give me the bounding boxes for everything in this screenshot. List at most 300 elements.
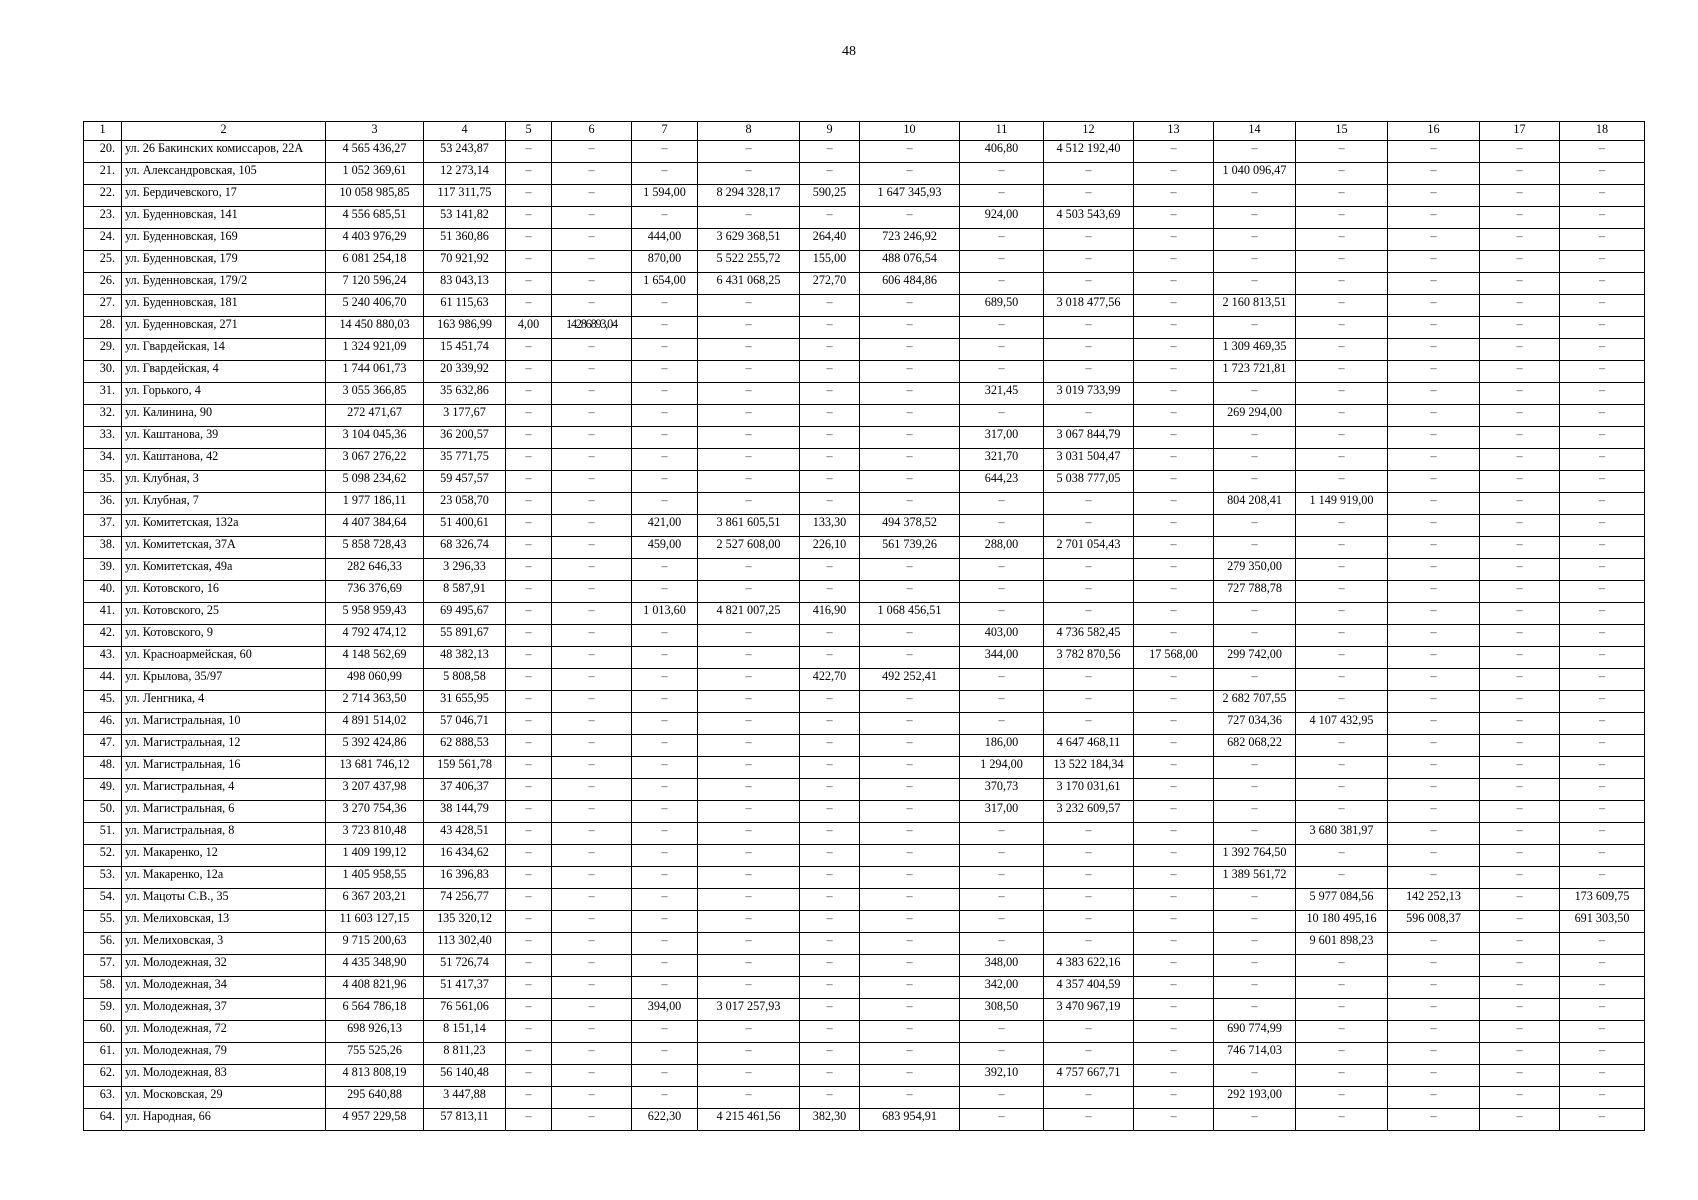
value-cell: – [1560,163,1645,185]
value-cell: – [698,933,800,955]
value-cell: – [800,427,860,449]
value-cell: 13 681 746,12 [326,757,424,779]
value-cell: – [1134,229,1214,251]
value-cell: 173 609,75 [1560,889,1645,911]
value-cell: – [1296,779,1388,801]
value-cell: – [800,1021,860,1043]
value-cell: – [1296,295,1388,317]
row-number: 24. [84,229,122,251]
value-cell: – [960,691,1044,713]
value-cell: 3 723 810,48 [326,823,424,845]
table-row [84,295,1645,317]
value-cell: – [1560,493,1645,515]
value-cell: – [1560,977,1645,999]
address-cell: ул. Каштанова, 42 [122,449,326,471]
value-cell: – [552,141,632,163]
value-cell: 10 058 985,85 [326,185,424,207]
value-cell: – [860,493,960,515]
value-cell: – [1480,427,1560,449]
value-cell: – [632,669,698,691]
value-cell: 682 068,22 [1214,735,1296,757]
value-cell: – [1134,383,1214,405]
value-cell: – [860,295,960,317]
value-cell: 9 601 898,23 [1296,933,1388,955]
value-cell: – [860,867,960,889]
value-cell: – [1560,801,1645,823]
value-cell: – [632,295,698,317]
value-cell: – [1134,339,1214,361]
value-cell: 7 120 596,24 [326,273,424,295]
address-cell: ул. Московская, 29 [122,1087,326,1109]
value-cell: 727 034,36 [1214,713,1296,735]
value-cell: 4 383 622,16 [1044,955,1134,977]
value-cell: 3 470 967,19 [1044,999,1134,1021]
value-cell: – [1134,493,1214,515]
value-cell: – [1134,295,1214,317]
row-number: 38. [84,537,122,559]
value-cell: 6 081 254,18 [326,251,424,273]
value-cell: – [1388,273,1480,295]
value-cell: 308,50 [960,999,1044,1021]
value-cell: – [960,1087,1044,1109]
value-cell: – [1560,515,1645,537]
row-number: 56. [84,933,122,955]
value-cell: – [1480,537,1560,559]
value-cell: – [698,757,800,779]
value-cell: – [1134,185,1214,207]
value-cell: – [960,163,1044,185]
value-cell: – [1388,955,1480,977]
value-cell: – [1134,603,1214,625]
value-cell: – [1388,1021,1480,1043]
value-cell: – [698,867,800,889]
table-row [84,537,1645,559]
value-cell: 4 891 514,02 [326,713,424,735]
value-cell: 4 107 432,95 [1296,713,1388,735]
table-body [84,122,1645,1131]
address-cell: ул. Крылова, 35/97 [122,669,326,691]
value-cell: 5 240 406,70 [326,295,424,317]
address-cell: ул. Мацоты С.В., 35 [122,889,326,911]
value-cell: – [1388,251,1480,273]
value-cell: – [1296,361,1388,383]
value-cell: – [860,1021,960,1043]
value-cell: – [1134,801,1214,823]
value-cell: – [1296,955,1388,977]
value-cell: – [1480,141,1560,163]
value-cell: – [1388,1043,1480,1065]
value-cell: 2 160 813,51 [1214,295,1296,317]
value-cell: – [552,537,632,559]
value-cell: – [1296,339,1388,361]
value-cell: – [1134,867,1214,889]
value-cell: – [1480,911,1560,933]
row-number: 25. [84,251,122,273]
value-cell: – [506,185,552,207]
value-cell: – [698,581,800,603]
value-cell: – [552,383,632,405]
value-cell: – [1214,317,1296,339]
value-cell: – [1388,537,1480,559]
column-number: 16 [1388,122,1480,141]
value-cell: – [632,691,698,713]
value-cell: – [552,405,632,427]
value-cell: – [1214,273,1296,295]
value-cell: – [698,317,800,339]
value-cell: 498 060,99 [326,669,424,691]
value-cell: – [1134,449,1214,471]
value-cell: 279 350,00 [1214,559,1296,581]
value-cell: – [1480,251,1560,273]
value-cell: 3 018 477,56 [1044,295,1134,317]
value-cell: – [698,801,800,823]
value-cell: 3 104 045,36 [326,427,424,449]
value-cell: – [506,713,552,735]
value-cell: – [552,427,632,449]
value-cell: – [698,911,800,933]
value-cell: – [1560,1043,1645,1065]
row-number: 32. [84,405,122,427]
value-cell: – [1296,273,1388,295]
value-cell: 15 451,74 [424,339,506,361]
value-cell: – [860,141,960,163]
value-cell: – [552,515,632,537]
value-cell: – [552,823,632,845]
value-cell: – [506,207,552,229]
value-cell: 1 409 199,12 [326,845,424,867]
value-cell: – [632,1065,698,1087]
value-cell: – [860,889,960,911]
value-cell: 295 640,88 [326,1087,424,1109]
row-number: 64. [84,1109,122,1131]
value-cell: – [1134,977,1214,999]
address-cell: ул. Клубная, 7 [122,493,326,515]
value-cell: – [860,713,960,735]
value-cell: – [506,295,552,317]
address-cell: ул. Каштанова, 39 [122,427,326,449]
value-cell: – [552,625,632,647]
value-cell: – [860,405,960,427]
value-cell: 8 587,91 [424,581,506,603]
value-cell: 117 311,75 [424,185,506,207]
table-row [84,757,1645,779]
value-cell: – [698,1087,800,1109]
column-number: 11 [960,122,1044,141]
value-cell: – [1134,273,1214,295]
table-row [84,955,1645,977]
value-cell: – [632,867,698,889]
value-cell: – [632,317,698,339]
value-cell: 6 564 786,18 [326,999,424,1021]
row-number: 28. [84,317,122,339]
value-cell: – [698,339,800,361]
value-cell: – [1560,779,1645,801]
value-cell: 37 406,37 [424,779,506,801]
value-cell: 5 392 424,86 [326,735,424,757]
value-cell: 1 040 096,47 [1214,163,1296,185]
value-cell: – [1480,669,1560,691]
value-cell: – [860,1087,960,1109]
value-cell: – [1296,1021,1388,1043]
value-cell: – [1480,823,1560,845]
value-cell: – [1480,1109,1560,1131]
value-cell: – [1388,801,1480,823]
row-number: 54. [84,889,122,911]
row-number: 59. [84,999,122,1021]
value-cell: – [632,933,698,955]
value-cell: – [552,559,632,581]
value-cell: – [552,251,632,273]
value-cell: 31 655,95 [424,691,506,713]
value-cell: 57 046,71 [424,713,506,735]
value-cell: 76 561,06 [424,999,506,1021]
table-row [84,1065,1645,1087]
value-cell: – [860,735,960,757]
value-cell: 272 471,67 [326,405,424,427]
value-cell: – [1044,229,1134,251]
row-number: 21. [84,163,122,185]
value-cell: – [1388,757,1480,779]
value-cell: 494 378,52 [860,515,960,537]
value-cell: 1 654,00 [632,273,698,295]
row-number: 48. [84,757,122,779]
value-cell: – [1044,1043,1134,1065]
value-cell: – [632,427,698,449]
value-cell: – [698,559,800,581]
table-row [84,493,1645,515]
value-cell: 421,00 [632,515,698,537]
row-number: 34. [84,449,122,471]
value-cell: 9 715 200,63 [326,933,424,955]
value-cell: – [860,471,960,493]
value-cell: 755 525,26 [326,1043,424,1065]
value-cell: – [1388,845,1480,867]
value-cell: – [1044,339,1134,361]
value-cell: – [1296,251,1388,273]
row-number: 53. [84,867,122,889]
value-cell: 416,90 [800,603,860,625]
value-cell: – [1214,1065,1296,1087]
row-number: 45. [84,691,122,713]
value-cell: – [632,207,698,229]
value-cell: – [1044,911,1134,933]
value-cell: 3 177,67 [424,405,506,427]
value-cell: – [506,911,552,933]
value-cell: 1 052 369,61 [326,163,424,185]
value-cell: 226,10 [800,537,860,559]
table-row [84,317,1645,339]
table-row [84,999,1645,1021]
value-cell: – [860,339,960,361]
value-cell: 6 431 068,25 [698,273,800,295]
value-cell: – [860,559,960,581]
value-cell: – [1044,185,1134,207]
value-cell: – [698,735,800,757]
value-cell: – [1560,207,1645,229]
value-cell: – [552,999,632,1021]
value-cell: – [800,559,860,581]
value-cell: – [506,603,552,625]
value-cell: – [1214,449,1296,471]
value-cell: – [1296,1065,1388,1087]
value-cell: – [1296,845,1388,867]
table-row [84,845,1645,867]
value-cell: – [698,955,800,977]
value-cell: 59 457,57 [424,471,506,493]
value-cell: – [1480,339,1560,361]
address-cell: ул. Магистральная, 4 [122,779,326,801]
value-cell: – [1560,1087,1645,1109]
value-cell: 644,23 [960,471,1044,493]
column-number: 15 [1296,122,1388,141]
value-cell: – [1044,317,1134,339]
value-cell: 924,00 [960,207,1044,229]
value-cell: – [506,933,552,955]
value-cell: – [1044,889,1134,911]
value-cell: – [506,1065,552,1087]
value-cell: 723 246,92 [860,229,960,251]
value-cell: – [1296,735,1388,757]
value-cell: – [632,779,698,801]
value-cell: 3 296,33 [424,559,506,581]
value-cell: 269 294,00 [1214,405,1296,427]
value-cell: 4 408 821,96 [326,977,424,999]
value-cell: – [960,515,1044,537]
value-cell: 1 068 456,51 [860,603,960,625]
value-cell: – [960,1021,1044,1043]
value-cell: 698 926,13 [326,1021,424,1043]
table-row [84,339,1645,361]
value-cell: 36 200,57 [424,427,506,449]
address-cell: ул. Буденновская, 179 [122,251,326,273]
table-row [84,801,1645,823]
value-cell: – [1134,757,1214,779]
value-cell: – [506,141,552,163]
address-cell: ул. Магистральная, 16 [122,757,326,779]
table-row [84,889,1645,911]
value-cell: – [506,427,552,449]
value-cell: 55 891,67 [424,625,506,647]
value-cell: – [1560,823,1645,845]
value-cell: – [1560,427,1645,449]
value-cell: – [860,625,960,647]
column-number: 17 [1480,122,1560,141]
value-cell: 392,10 [960,1065,1044,1087]
value-cell: 288,00 [960,537,1044,559]
value-cell: 1 723 721,81 [1214,361,1296,383]
value-cell: – [860,1043,960,1065]
value-cell: – [1214,141,1296,163]
value-cell: – [1388,471,1480,493]
value-cell: – [1214,603,1296,625]
value-cell: 35 771,75 [424,449,506,471]
value-cell: 4 407 384,64 [326,515,424,537]
row-number: 27. [84,295,122,317]
row-number: 30. [84,361,122,383]
value-cell: – [1296,691,1388,713]
value-cell: – [1388,295,1480,317]
value-cell: – [506,625,552,647]
value-cell: – [1560,405,1645,427]
value-cell: 1 149 919,00 [1296,493,1388,515]
value-cell: 17 568,00 [1134,647,1214,669]
value-cell: 142 252,13 [1388,889,1480,911]
value-cell: 406,80 [960,141,1044,163]
value-cell: – [698,207,800,229]
value-cell: – [552,867,632,889]
value-cell: – [800,581,860,603]
value-cell: – [860,801,960,823]
row-number: 49. [84,779,122,801]
value-cell: – [552,911,632,933]
value-cell: – [1214,537,1296,559]
value-cell: – [1388,867,1480,889]
address-cell: ул. Калинина, 90 [122,405,326,427]
value-cell: – [1388,317,1480,339]
value-cell: – [1388,977,1480,999]
value-cell: – [632,845,698,867]
value-cell: – [800,867,860,889]
value-cell: 1 392 764,50 [1214,845,1296,867]
value-cell: – [1480,845,1560,867]
value-cell: – [800,383,860,405]
value-cell: – [1388,361,1480,383]
value-cell: 264,40 [800,229,860,251]
column-number: 12 [1044,122,1134,141]
value-cell: – [1388,449,1480,471]
table-row [84,559,1645,581]
value-cell: 3 067 276,22 [326,449,424,471]
value-cell: – [1044,867,1134,889]
value-cell: – [506,383,552,405]
value-cell: – [1480,383,1560,405]
value-cell: – [1560,537,1645,559]
value-cell: – [552,691,632,713]
value-cell: – [1560,845,1645,867]
value-cell: 4 357 404,59 [1044,977,1134,999]
value-cell: – [632,405,698,427]
value-cell: 590,25 [800,185,860,207]
document-table [83,121,1645,1131]
value-cell: – [632,823,698,845]
value-cell: – [1480,163,1560,185]
value-cell: 186,00 [960,735,1044,757]
value-cell: 8 811,23 [424,1043,506,1065]
value-cell: 51 400,61 [424,515,506,537]
value-cell: – [800,471,860,493]
value-cell: – [960,889,1044,911]
address-cell: ул. Буденновская, 271 [122,317,326,339]
value-cell: – [1044,493,1134,515]
value-cell: 422,70 [800,669,860,691]
value-cell: – [800,933,860,955]
value-cell: – [506,735,552,757]
value-cell: – [1480,361,1560,383]
value-cell: 317,00 [960,801,1044,823]
value-cell: – [552,1021,632,1043]
table-row [84,471,1645,493]
address-cell: ул. Мелиховская, 13 [122,911,326,933]
value-cell: 159 561,78 [424,757,506,779]
value-cell: 342,00 [960,977,1044,999]
value-cell: – [632,1043,698,1065]
column-number: 18 [1560,122,1645,141]
row-number: 55. [84,911,122,933]
value-cell: – [960,361,1044,383]
value-cell: – [506,779,552,801]
value-cell: – [632,471,698,493]
value-cell: 727 788,78 [1214,581,1296,603]
